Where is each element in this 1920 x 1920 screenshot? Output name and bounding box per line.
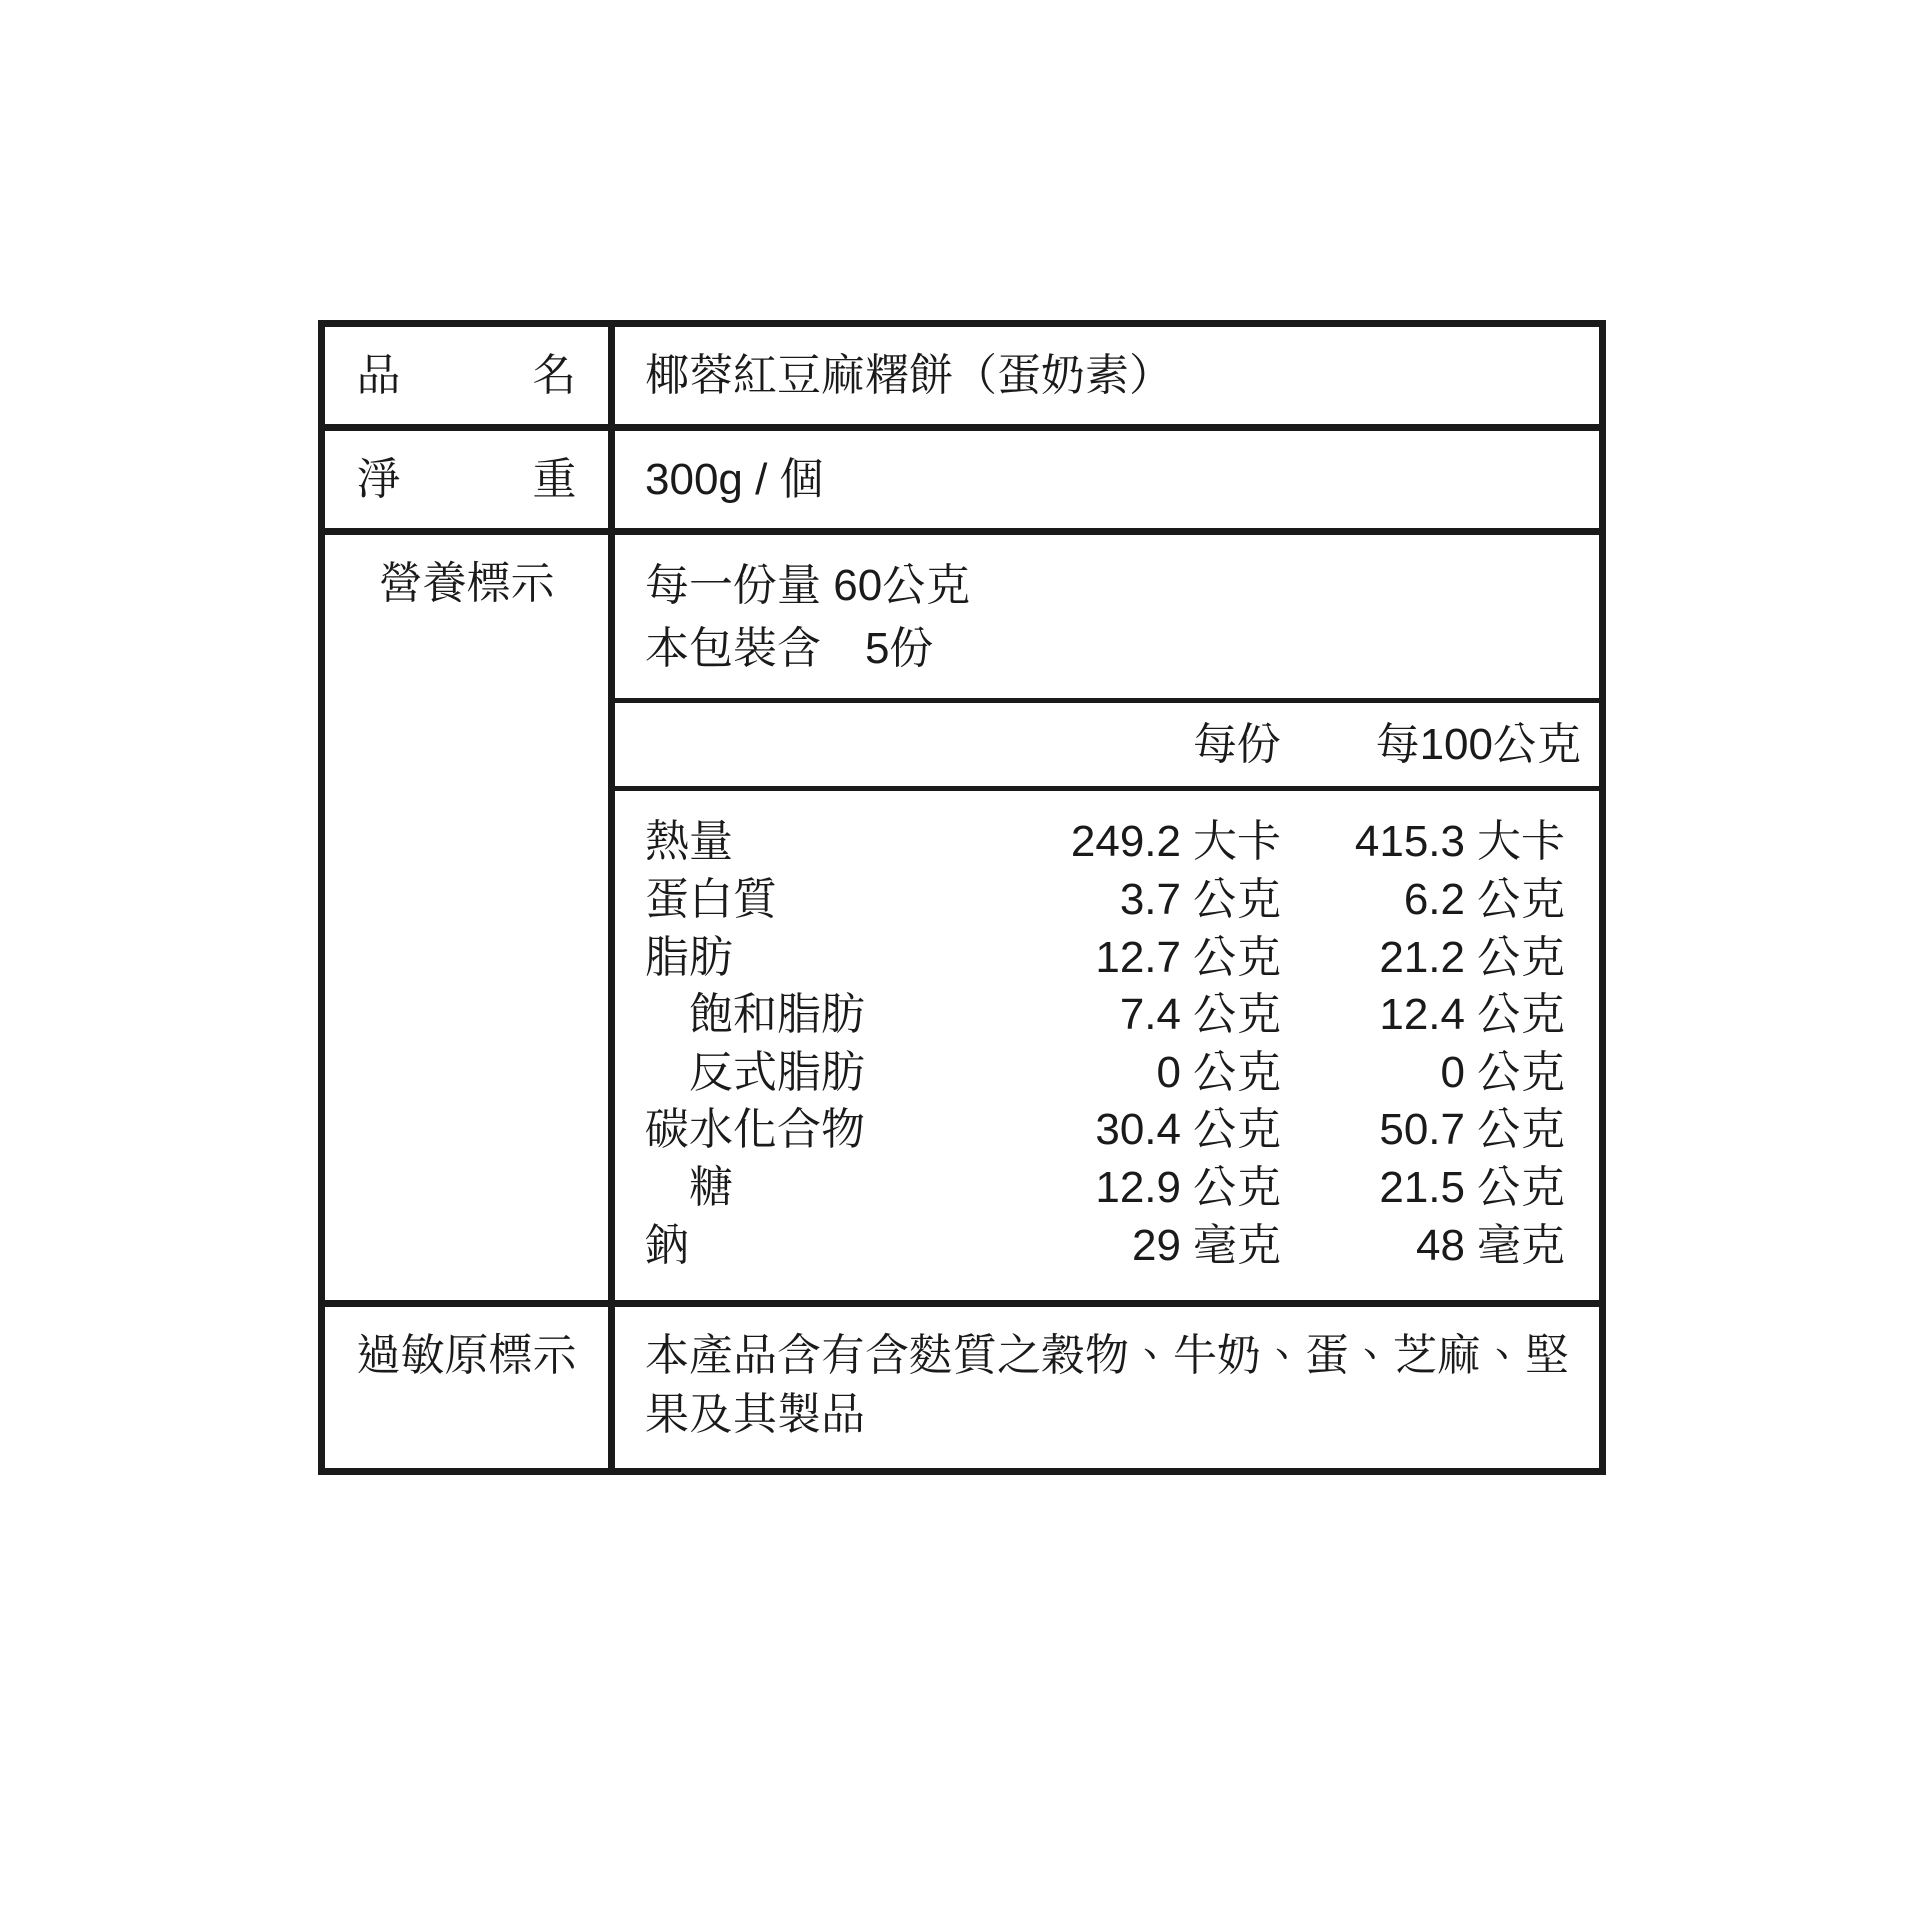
nutrient-per-serving-unit: 公克 [1193,1105,1281,1155]
nutrient-per-serving-unit: 公克 [1193,932,1281,982]
nutrient-per-100g-value: 48 [1416,1220,1465,1270]
nutrient-per-100g-value: 0 [1440,1047,1465,1097]
nutrient-per-serving-value: 29 [1132,1220,1181,1270]
nutrition-row-sugar [645,1159,1581,1217]
nutrient-per-100g-unit: 公克 [1477,874,1565,924]
nutrient-per-100g-value: 415.3 [1354,817,1465,867]
nutrient-per-serving-value: 249.2 [1070,817,1181,867]
product-name-value-cell [615,327,1599,424]
serving-size: 每一份量 60公克 [645,561,971,611]
nutrition-row-calories [645,813,1581,871]
table-row-allergen [325,1307,1599,1468]
nutrient-per-serving-value: 12.7 [1095,932,1181,982]
nutrition-label: 營養標示 [378,559,555,609]
nutrition-column-headers [615,703,1599,791]
nutrition-label-table [318,320,1606,1475]
nutrient-per-100g-unit: 大卡 [1477,817,1565,867]
net-weight-label: 淨 重 [356,454,577,504]
nutrient-per-100g-value: 21.2 [1379,932,1465,982]
nutrient-name: 熱量 [645,817,733,867]
nutrition-row-sodium [645,1217,1581,1275]
allergen-label-cell [325,1307,615,1468]
nutrition-row-trans-fat [645,1044,1581,1102]
nutrient-per-100g-unit: 公克 [1477,1105,1565,1155]
product-name-value: 椰蓉紅豆麻糬餅（蛋奶素） [645,351,1173,400]
allergen-label: 過敏原標示 [356,1331,577,1381]
net-weight-value-cell [615,431,1599,528]
net-weight-label-cell [325,431,615,528]
table-row-net-weight [325,431,1599,535]
nutrient-name: 脂肪 [645,932,733,982]
nutrient-per-serving-unit: 大卡 [1193,817,1281,867]
nutrient-per-serving-unit: 公克 [1193,874,1281,924]
nutrient-per-100g-unit: 公克 [1477,932,1565,982]
nutrient-name: 飽和脂肪 [645,990,865,1040]
product-name-label: 品 名 [356,350,577,400]
nutrient-per-100g-value: 6.2 [1403,874,1465,924]
nutrient-per-100g-unit: 公克 [1477,990,1565,1040]
nutrition-row-carbohydrate [645,1101,1581,1159]
nutrient-per-serving-value: 30.4 [1095,1105,1181,1155]
column-header-per-serving: 每份 [1193,720,1281,770]
nutrient-per-serving-value: 0 [1156,1047,1181,1097]
nutrition-row-protein [645,871,1581,929]
nutrient-per-serving-unit: 公克 [1193,1047,1281,1097]
allergen-value-cell [615,1307,1599,1468]
nutrient-per-serving-value: 3.7 [1119,874,1181,924]
nutrient-name: 蛋白質 [645,874,777,924]
nutrient-per-serving-unit: 毫克 [1193,1220,1281,1270]
allergen-value: 本產品含有含麩質之穀物、牛奶、蛋、芝麻、堅果及其製品 [645,1331,1569,1439]
nutrient-per-serving-unit: 公克 [1193,1163,1281,1213]
nutrition-label-cell [325,535,615,1300]
nutrient-name: 碳水化合物 [645,1105,865,1155]
nutrient-per-100g-value: 12.4 [1379,990,1465,1040]
product-name-label-cell [325,327,615,424]
nutrient-name: 糖 [645,1163,733,1213]
table-row-product-name [325,327,1599,431]
nutrient-per-100g-unit: 毫克 [1477,1220,1565,1270]
column-header-per-100g: 每100公克 [1375,720,1581,770]
nutrition-values-table [615,791,1599,1300]
nutrient-name: 鈉 [645,1220,689,1270]
nutrition-row-saturated-fat [645,986,1581,1044]
nutrient-per-serving-value: 12.9 [1095,1163,1181,1213]
nutrient-per-serving-unit: 公克 [1193,990,1281,1040]
serving-info [615,535,1599,703]
nutrient-per-100g-unit: 公克 [1477,1163,1565,1213]
nutrient-per-100g-value: 21.5 [1379,1163,1465,1213]
nutrition-row-fat [645,929,1581,987]
nutrient-per-100g-value: 50.7 [1379,1105,1465,1155]
nutrient-per-100g-unit: 公克 [1477,1047,1565,1097]
nutrient-name: 反式脂肪 [645,1047,865,1097]
net-weight-value: 300g / 個 [645,455,824,505]
table-row-nutrition [325,535,1599,1307]
nutrient-per-serving-value: 7.4 [1119,990,1181,1040]
nutrition-content-cell [615,535,1599,1300]
servings-per-pack: 本包裝含 5份 [645,623,934,673]
